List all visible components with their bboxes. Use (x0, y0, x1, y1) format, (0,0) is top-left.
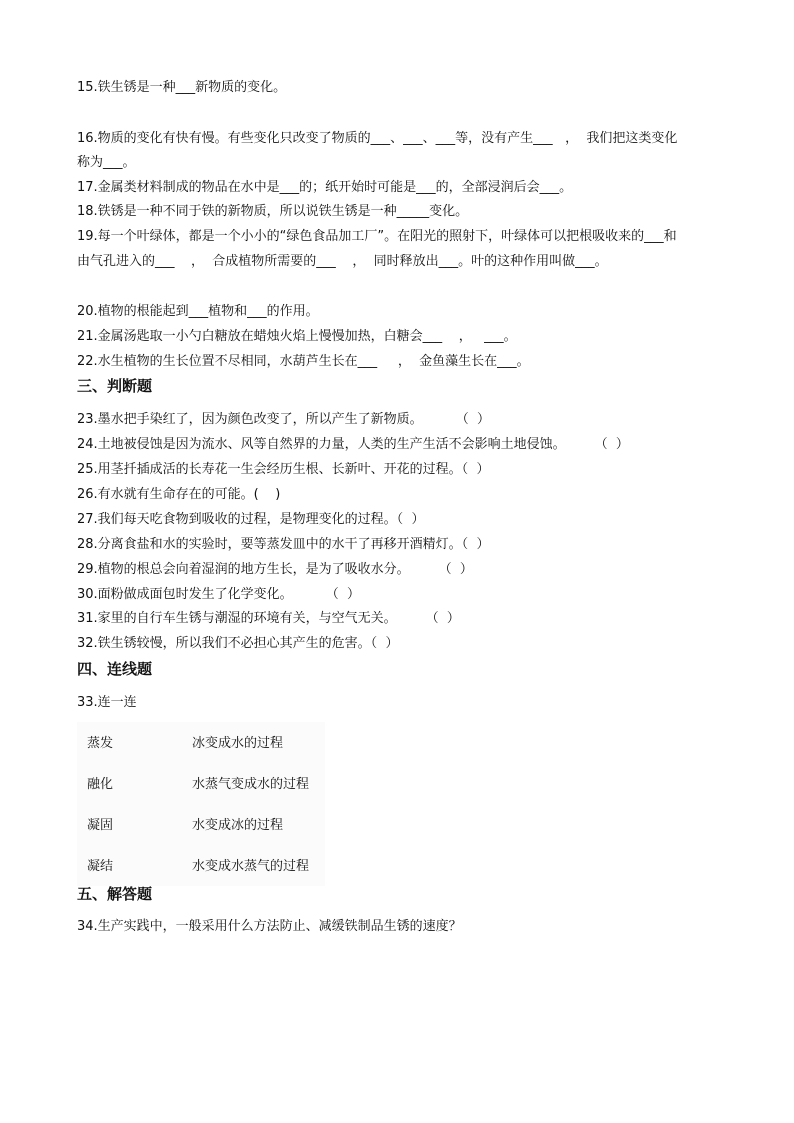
question-31: 31.家里的自行车生锈与潮湿的环境有关，与空气无关。 （ ） (77, 611, 460, 626)
question-20: 20.植物的根能起到___植物和___的作用。 (77, 304, 319, 319)
match-description: 水变成水蒸气的过程 (192, 859, 310, 874)
match-description: 水蒸气变成水的过程 (192, 777, 310, 792)
question-22: 22.水生植物的生长位置不尽相同，水葫芦生长在___ ， 金鱼藻生长在___。 (77, 354, 530, 369)
question-19-line1: 19.每一个叶绿体，都是一个小小的“绿色食品加工厂”。在阳光的照射下，叶绿体可以把根吸收来的___和 (77, 229, 677, 244)
question-34: 34.生产实践中，一般采用什么方法防止、减缓铁制品生锈的速度？ (77, 919, 462, 934)
match-description: 水变成冰的过程 (192, 818, 284, 833)
question-26: 26.有水就有生命存在的可能。( ) (77, 487, 281, 502)
match-row (77, 804, 325, 845)
question-23: 23.墨水把手染红了，因为颜色改变了，所以产生了新物质。 （ ） (77, 412, 490, 427)
question-16-line1: 16.物质的变化有快有慢。有些变化只改变了物质的___、___、___等，没有产生___ ， 我们把这类变化 (77, 131, 678, 146)
question-32: 32.铁生锈较慢，所以我们不必担心其产生的危害。（ ） (77, 636, 399, 651)
match-term: 凝结 (87, 859, 114, 874)
match-term: 融化 (87, 777, 114, 792)
question-33: 33.连一连 (77, 695, 137, 710)
question-30: 30.面粉做成面包时发生了化学变化。 （ ） (77, 587, 360, 602)
question-27: 27.我们每天吃食物到吸收的过程，是物理变化的过程。（ ） (77, 512, 425, 527)
section-3-heading: 三、判断题 (77, 377, 153, 395)
question-15: 15.铁生锈是一种___新物质的变化。 (77, 80, 287, 95)
match-row (77, 763, 325, 804)
question-17: 17.金属类材料制成的物品在水中是___的；纸开始时可能是___的，全部浸润后会___。 (77, 180, 573, 195)
match-description: 冰变成水的过程 (192, 736, 284, 751)
matching-table (77, 722, 325, 886)
match-row (77, 845, 325, 886)
question-25: 25.用茎扦插成活的长寿花一生会经历生根、长新叶、开花的过程。（ ） (77, 462, 490, 477)
match-term: 凝固 (87, 818, 114, 833)
match-row (77, 722, 325, 763)
question-28: 28.分离食盐和水的实验时，要等蒸发皿中的水干了再移开酒精灯。（ ） (77, 537, 490, 552)
question-21: 21.金属汤匙取一小勺白糖放在蜡烛火焰上慢慢加热，白糖会___ ， ___。 (77, 329, 517, 344)
question-19-line2: 由气孔进入的___ ， 合成植物所需要的___ ， 同时释放出___。叶的这种作用叫做___。 (77, 254, 608, 269)
question-24: 24.土地被侵蚀是因为流水、风等自然界的力量，人类的生产生活不会影响土地侵蚀。 （ ） (77, 437, 629, 452)
section-5-heading: 五、解答题 (77, 885, 153, 903)
section-4-heading: 四、连线题 (77, 660, 153, 678)
question-18: 18.铁锈是一种不同于铁的新物质，所以说铁生锈是一种_____变化。 (77, 204, 469, 219)
match-term: 蒸发 (87, 736, 114, 751)
question-16-line2: 称为___。 (77, 155, 136, 170)
question-29: 29.植物的根总会向着湿润的地方生长，是为了吸收水分。 （ ） (77, 562, 473, 577)
